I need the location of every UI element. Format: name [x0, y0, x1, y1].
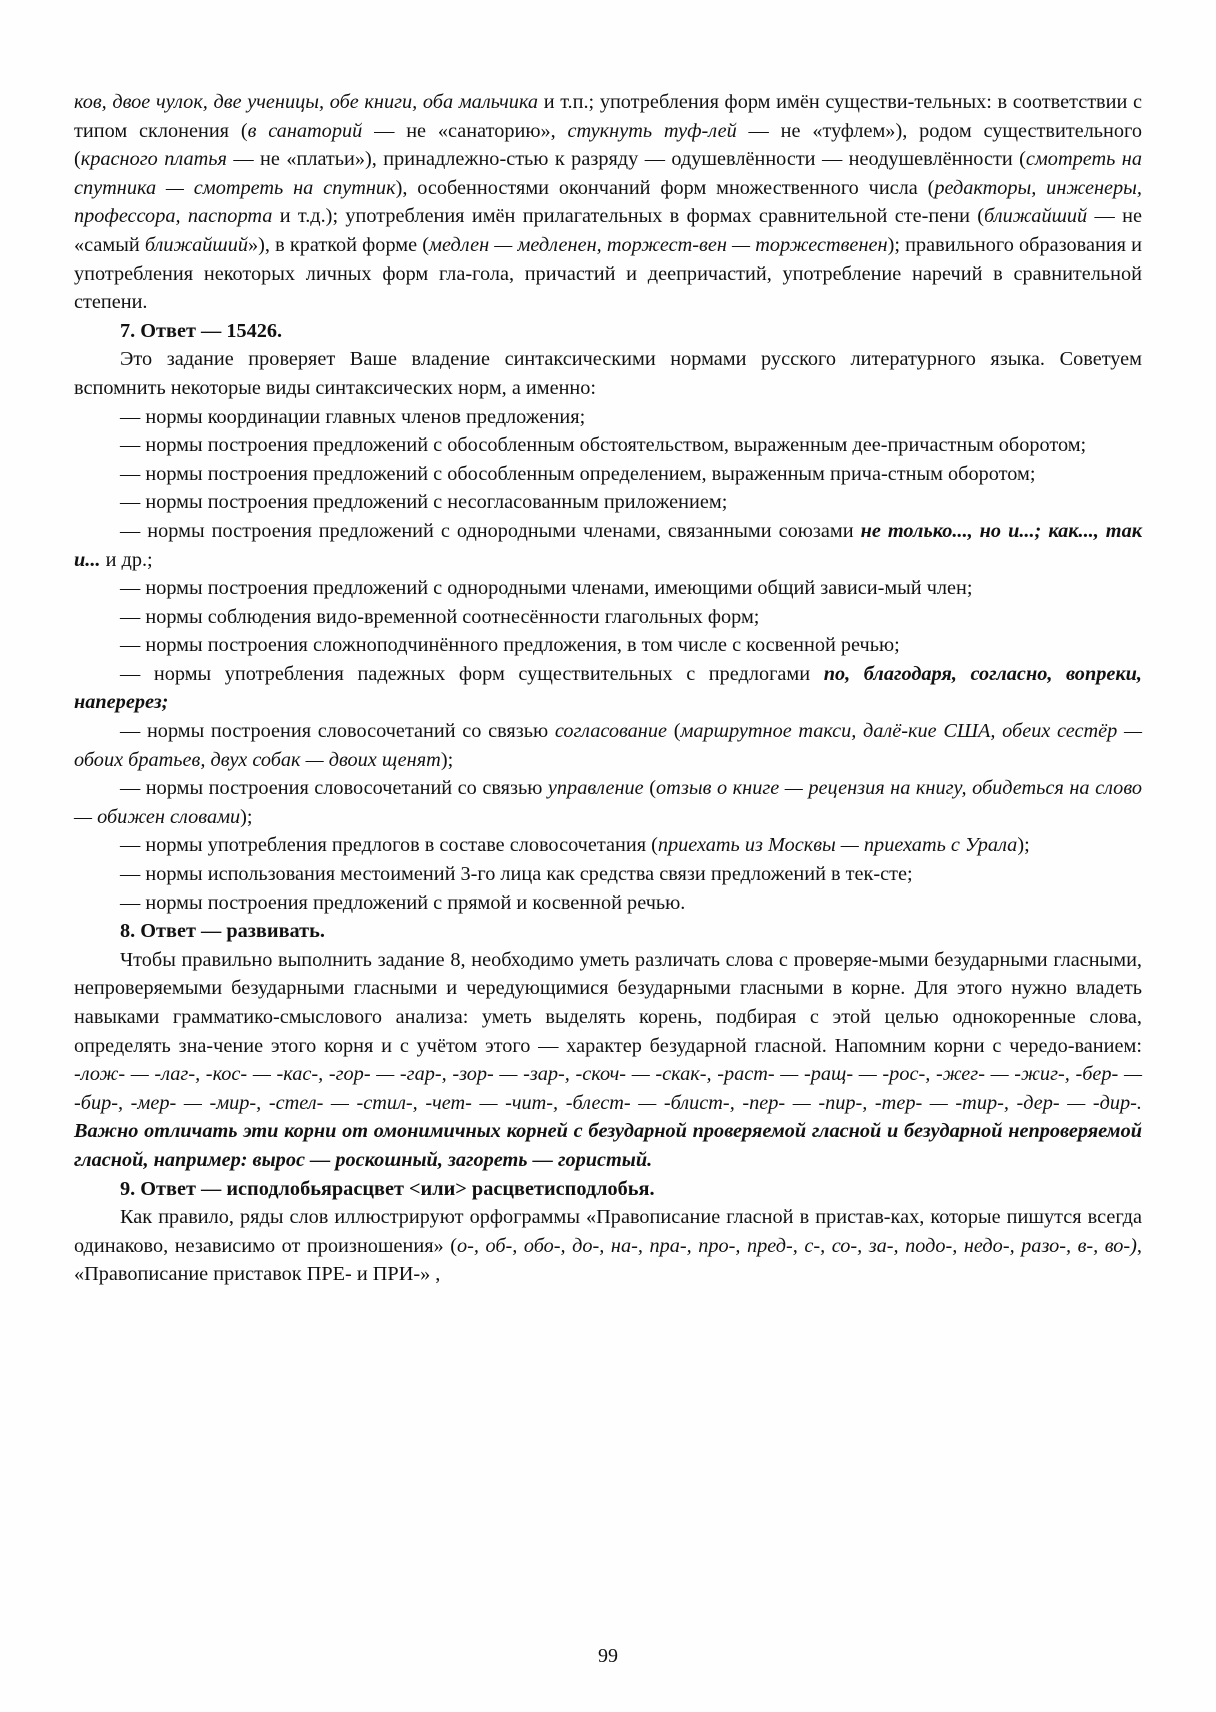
text-run: смотреть на спутника — смотреть на спутник: [74, 148, 1142, 199]
text-run: — нормы употребления предлогов в составе словосочетания (: [120, 834, 658, 857]
body-paragraph: [74, 574, 1142, 603]
text-run: — не «платьи»), принадлежно-стью к разряду — одушевлённости — неодушевлённости (: [226, 148, 1026, 171]
text-run: — нормы соблюдения видо-временной соотнесённости глагольных форм;: [120, 605, 760, 628]
text-run: согласование: [554, 720, 668, 743]
body-paragraph: [74, 460, 1142, 489]
text-run: 9. Ответ — исподлобьярасцвет <или> расцветисподлобья.: [120, 1177, 655, 1200]
body-paragraph: [74, 860, 1142, 889]
text-run: стукнуть туф-лей: [567, 119, 737, 142]
text-run: красного платья: [80, 148, 227, 171]
page-number: 99: [598, 1645, 618, 1667]
text-run: ); правильного образования и употребления некоторых личных форм гла-гола, причастий и деепричастий, употребление наречий в сравнительной степени.: [74, 233, 1142, 314]
text-run: в санаторий: [247, 119, 363, 142]
answer-heading: [74, 317, 1142, 346]
answer-heading: [74, 1175, 1142, 1204]
body-paragraph: [74, 88, 1142, 317]
body-paragraph: [74, 631, 1142, 660]
text-run: — нормы построения словосочетаний со связью: [120, 720, 555, 743]
body-paragraph: [74, 603, 1142, 632]
text-run: -лож- — -лаг-, -кос- — -кас-, -гор- — -гар-, -зор- — -зар-, -скоч- — -скак-, -раст- — -ращ- — -рос-, -жег- — -жиг-, -бер- — -бир-, -мер- — -мир-, -стел- — -стил-, -чет- — -чит-, -блест- — -блист-, -пер- — -пир-, -тер- — -тир-, -дер- — -дир-.: [74, 1063, 1142, 1114]
text-run: о-, об-, обо-, до-, на-, пра-, про-, пред-, с-, со-, за-, подо-, недо-, разо-, в-, во-): [456, 1234, 1137, 1257]
text-run: — нормы построения предложений с обособленным определением, выраженным прича-стным оборотом;: [120, 462, 1036, 485]
text-run: и т.д.); употребления имён прилагательных в формах сравнительной сте-пени (: [272, 205, 985, 228]
text-run: 8. Ответ — развивать.: [120, 920, 325, 943]
text-run: ближайший: [984, 205, 1088, 228]
text-run: 7. Ответ — 15426.: [120, 319, 283, 342]
text-run: ), особенностями окончаний форм множественного числа (: [395, 176, 935, 199]
text-run: и т.п.; употребления форм имён существи-тельных: в соответствии с типом склонения (: [74, 91, 1142, 142]
text-run: редакторы, инженеры, профессора, паспорта: [74, 176, 1142, 228]
text-run: Чтобы правильно выполнить задание 8, необходимо уметь различать слова с проверяе-мыми безударными гласными, непроверяемыми безударными гласными и чередующимися безударными гласными в корне. Для этого нужно владеть навыками грамматико-смыслового анализа: уметь выделять корень, подбирая с этой целью однокоренные слова, определять зна-чение этого корня и с учётом этого — характер безударной гласной. Напомним корни с чередо-ванием:: [74, 948, 1142, 1057]
body-paragraph: [74, 403, 1142, 432]
body-paragraph: [74, 1203, 1142, 1289]
body-paragraph: [74, 946, 1142, 1175]
text-run: не только..., но и...; как..., так и...: [74, 519, 1143, 571]
page-body: [74, 88, 1142, 1289]
body-paragraph: [74, 517, 1142, 574]
body-paragraph: [74, 889, 1142, 918]
body-paragraph: [74, 660, 1142, 717]
text-run: ближайший: [144, 233, 249, 256]
text-run: ков, двое чулок, две ученицы, обе книги, оба мальчика: [74, 91, 539, 113]
text-run: — не «санаторию»,: [362, 119, 568, 142]
text-run: , «Правописание приставок ПРЕ- и ПРИ-» ,: [74, 1234, 1142, 1286]
text-run: (: [643, 777, 656, 800]
text-run: — нормы построения словосочетаний со связью: [120, 777, 548, 800]
text-run: — нормы построения предложений с несогласованным приложением;: [120, 491, 728, 514]
text-run: (: [667, 720, 681, 743]
body-paragraph: [74, 488, 1142, 517]
body-paragraph: [74, 774, 1142, 831]
text-run: — не «самый: [74, 205, 1143, 256]
text-run: »), в краткой форме (: [248, 233, 430, 256]
answer-heading: [74, 917, 1142, 946]
body-paragraph: [74, 431, 1142, 460]
text-run: — нормы построения сложноподчинённого предложения, в том числе с косвенной речью;: [120, 634, 900, 657]
text-run: маршрутное такси, далё-кие США, обеих сестёр — обоих братьев, двух собак — двоих щенят: [74, 720, 1143, 771]
body-paragraph: [74, 717, 1142, 774]
text-run: );: [1017, 834, 1030, 857]
body-paragraph: [74, 831, 1142, 860]
text-run: — нормы построения предложений с прямой и косвенной речью.: [120, 891, 686, 914]
text-run: — нормы построения предложений с однородными членами, связанными союзами: [120, 519, 861, 542]
text-run: — нормы использования местоимений 3-го лица как средства связи предложений в тек-сте;: [120, 863, 913, 886]
text-run: и др.;: [100, 548, 153, 571]
text-run: отзыв о книге — рецензия на книгу, обидеться на слово — обижен словами: [74, 777, 1142, 828]
text-run: Важно отличать эти корни от омонимичных корней с безударной проверяемой гласной и безударной непроверяемой гласной, например: вырос — роскошный, загореть — гористый.: [74, 1120, 1142, 1171]
text-run: — нормы построения предложений с обособленным обстоятельством, выраженным дее-причастным оборотом;: [120, 434, 1087, 457]
body-paragraph: [74, 345, 1142, 402]
text-run: — нормы употребления падежных форм существительных с предлогами: [120, 662, 824, 685]
text-run: — нормы координации главных членов предложения;: [120, 405, 586, 428]
text-run: Это задание проверяет Ваше владение синтаксическими нормами русского литературного языка. Советуем вспомнить некоторые виды синтаксических норм, а именно:: [74, 348, 1142, 399]
text-run: );: [440, 748, 454, 771]
text-run: по, благодаря, согласно, вопреки, наперерез;: [74, 662, 1142, 714]
text-run: управление: [547, 777, 644, 800]
text-run: Как правило, ряды слов иллюстрируют орфограммы «Правописание гласной в пристав-ках, которые пишутся всегда одинаково, независимо от произношения» (: [74, 1206, 1142, 1257]
text-run: — не «туфлем»), родом существительного (: [74, 119, 1143, 171]
text-run: медлен — медленен, торжест-вен — торжественен: [429, 233, 888, 256]
text-run: );: [240, 805, 253, 828]
text-run: — нормы построения предложений с однородными членами, имеющими общий зависи-мый член;: [120, 577, 973, 600]
text-run: приехать из Москвы — приехать с Урала: [657, 834, 1018, 857]
